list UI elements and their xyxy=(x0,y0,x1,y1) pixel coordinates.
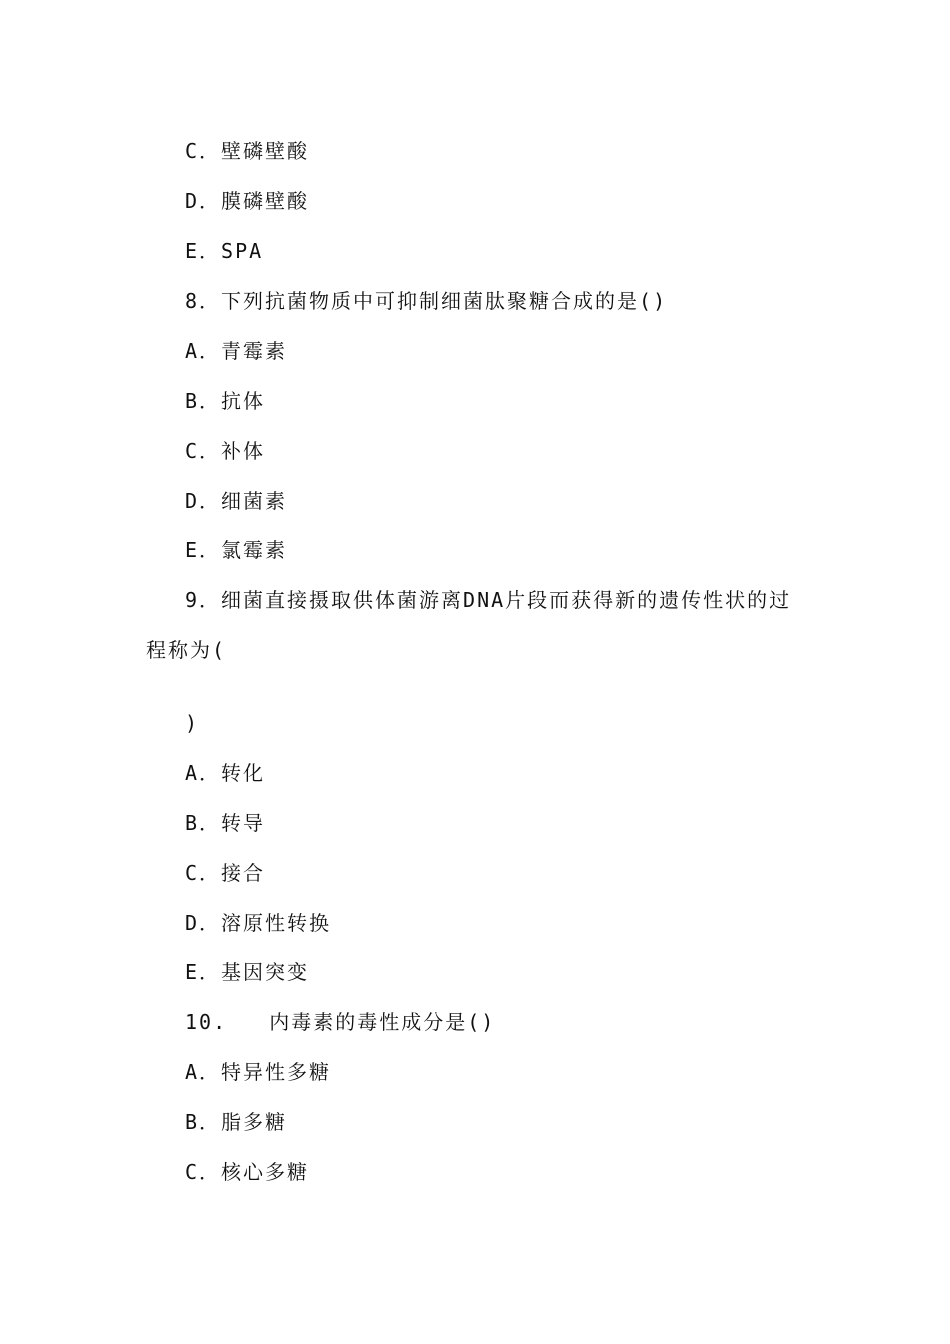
option-c-text: C．补体 xyxy=(185,439,266,463)
option-e-text: E．氯霉素 xyxy=(185,538,288,562)
option-a-text: A．青霉素 xyxy=(185,339,288,363)
option-d-text: D．溶原性转换 xyxy=(185,911,332,935)
option-c-text: C．接合 xyxy=(185,861,266,885)
option-a-text: A．特异性多糖 xyxy=(185,1060,332,1084)
option-e-text: E．基因突变 xyxy=(185,960,310,984)
question-9-closing: ) xyxy=(185,711,200,735)
option-c-text: C．核心多糖 xyxy=(185,1160,310,1184)
question-8-text: 8．下列抗菌物质中可抑制细菌肽聚糖合成的是() xyxy=(185,289,668,313)
option-b-text: B．抗体 xyxy=(185,389,266,413)
question-10-text: 10. 内毒素的毒性成分是() xyxy=(185,1010,496,1034)
question-9-text: 9．细菌直接摄取供体菌游离DNA片段而获得新的遗传性状的过 xyxy=(185,588,792,612)
option-d-text: D．细菌素 xyxy=(185,489,288,513)
option-d-text: D．膜磷壁酸 xyxy=(185,189,310,213)
option-e-text: E．SPA xyxy=(185,239,264,263)
option-c-text: C．壁磷壁酸 xyxy=(185,139,310,163)
question-9-continuation: 程称为( xyxy=(146,638,227,662)
option-b-text: B．脂多糖 xyxy=(185,1110,288,1134)
option-a-text: A．转化 xyxy=(185,761,266,785)
option-b-text: B．转导 xyxy=(185,811,266,835)
